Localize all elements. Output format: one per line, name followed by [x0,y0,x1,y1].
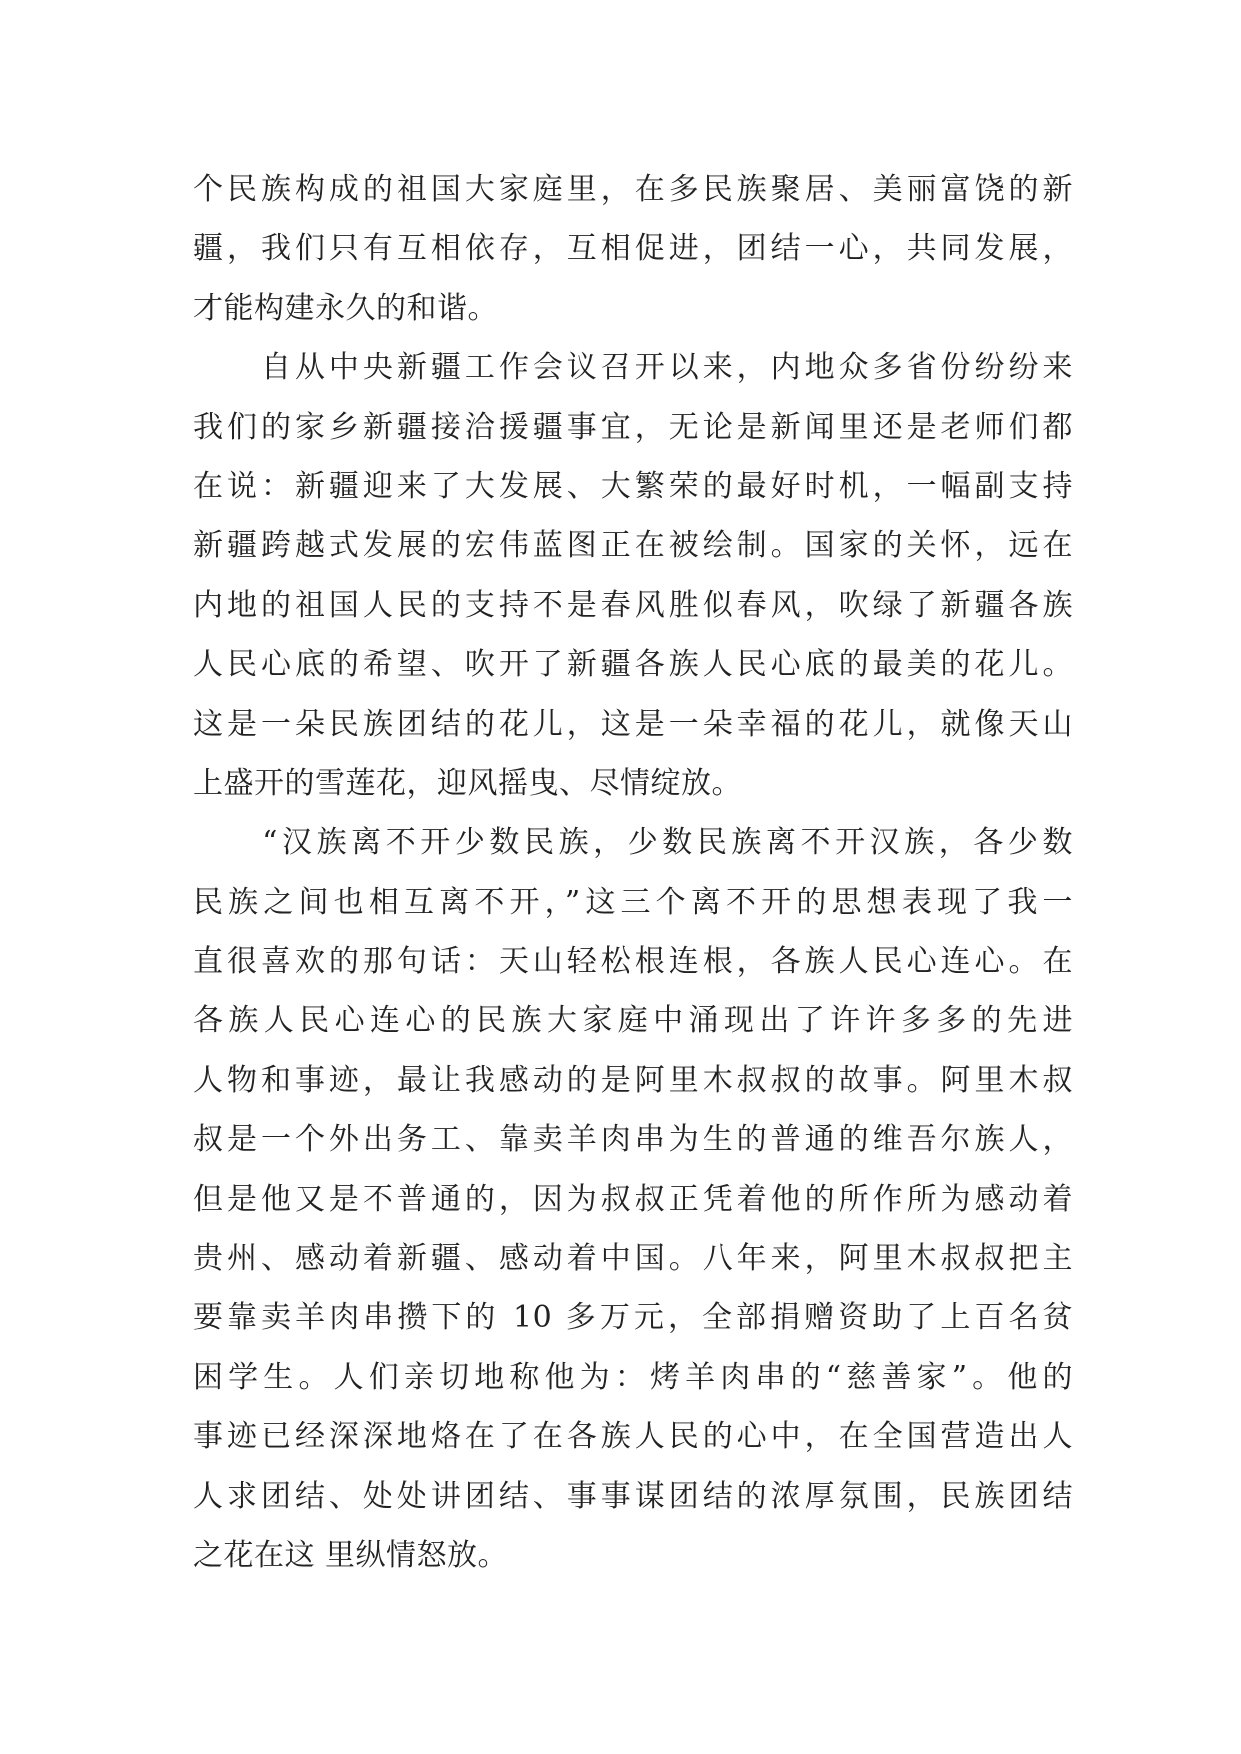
text-line: 内地的祖国人民的支持不是春风胜似春风，吹绿了新疆各族 [193,587,1073,623]
text-line: 各族人民心连心的民族大家庭中涌现出了许许多多的先进 [193,1003,1073,1039]
text-line: 这是一朵民族团结的花儿，这是一朵幸福的花儿，就像天山 [193,706,1073,742]
text-line: 新疆跨越式发展的宏伟蓝图正在被绘制。国家的关怀，远在 [193,528,1073,564]
text-line: 自从中央新疆工作会议召开以来，内地众多省份纷纷来 [193,350,1073,386]
text-line: 在说：新疆迎来了大发展、大繁荣的最好时机，一幅副支持 [193,468,1073,504]
text-line: 上盛开的雪莲花，迎风摇曳、尽情绽放。 [193,765,742,801]
text-line: 才能构建永久的和谐。 [193,290,498,326]
text-line: 之花在这 里纵情怒放。 [193,1537,509,1573]
text-line: 直很喜欢的那句话：天山轻松根连根，各族人民心连心。在 [193,944,1073,980]
text-line: 我们的家乡新疆接洽援疆事宜，无论是新闻里还是老师们都 [193,409,1073,445]
text-line: 个民族构成的祖国大家庭里，在多民族聚居、美丽富饶的新 [193,172,1073,207]
text-line: 人民心底的希望、吹开了新疆各族人民心底的最美的花儿。 [193,647,1073,683]
text-line: 疆，我们只有互相依存，互相促进，团结一心，共同发展， [193,231,1073,267]
text-line: 贵州、感动着新疆、感动着中国。八年来，阿里木叔叔把主 [193,1241,1073,1277]
text-line: “汉族离不开少数民族，少数民族离不开汉族，各少数 [193,825,1073,861]
body-text [193,160,1073,1585]
text-line: 人求团结、处处讲团结、事事谋团结的浓厚氛围，民族团结 [193,1478,1073,1514]
text-line: 困学生。人们亲切地称他为：烤羊肉串的“慈善家”。他的 [193,1359,1073,1395]
text-line: 事迹已经深深地烙在了在各族人民的心中，在全国营造出人 [193,1419,1073,1455]
text-line: 民族之间也相互离不开，”这三个离不开的思想表现了我一 [193,884,1073,920]
text-line: 叔是一个外出务工、靠卖羊肉串为生的普通的维吾尔族人， [193,1122,1073,1158]
text-line: 要靠卖羊肉串攒下的 10 多万元，全部捐赠资助了上百名贫 [193,1300,1073,1336]
text-line: 但是他又是不普通的，因为叔叔正凭着他的所作所为感动着 [193,1181,1073,1217]
text-line: 人物和事迹，最让我感动的是阿里木叔叔的故事。阿里木叔 [193,1062,1073,1098]
